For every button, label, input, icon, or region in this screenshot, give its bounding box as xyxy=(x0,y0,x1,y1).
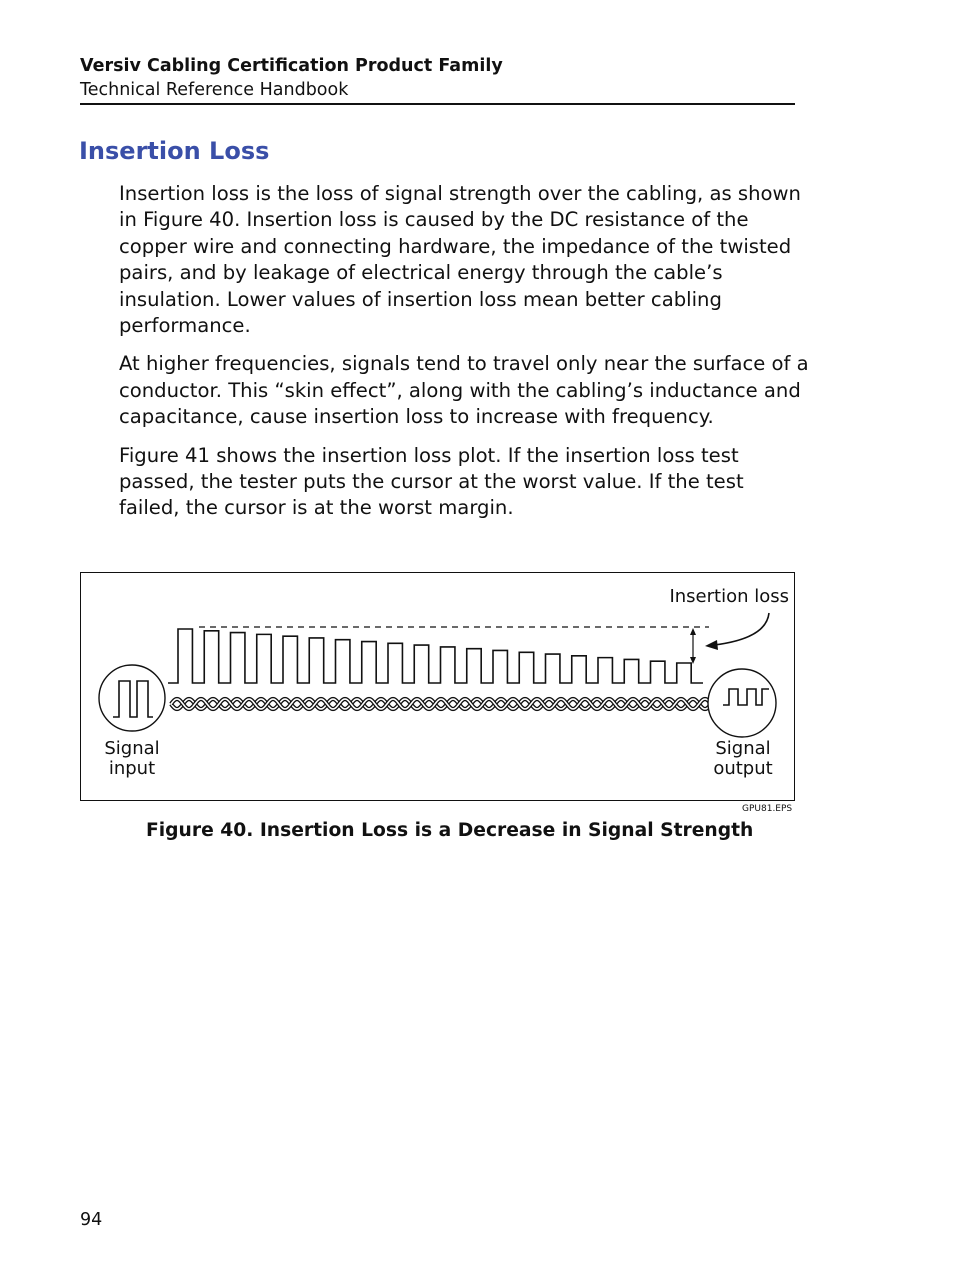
attenuating-signal-wave xyxy=(168,629,703,683)
figure-art-id: GPU81.EPS xyxy=(742,804,793,814)
insertion-loss-diagram xyxy=(81,573,796,802)
signal-input-label: Signal input xyxy=(104,738,160,779)
paragraph-1: Insertion loss is the loss of signal strength over the cabling, as shown in Figure 40. Insertion loss is caused by the DC resistance of the copper wire and connecting hardware, the impedance of the twisted pairs, and by leakage of electrical energy through the cable’s insulation. Lower values of insertion loss mean better cabling performance. xyxy=(119,182,801,338)
running-header xyxy=(80,54,795,102)
signal-input-icon xyxy=(99,665,165,731)
signal-output-label: Signal output xyxy=(713,738,773,779)
insertion-loss-label: Insertion loss xyxy=(669,586,789,607)
twisted-pair-cable xyxy=(171,699,709,709)
page-number: 94 xyxy=(80,1210,103,1230)
figure-40 xyxy=(80,572,795,801)
header-product-title: Versiv Cabling Certification Product Family xyxy=(80,56,503,76)
figure-caption: Figure 40. Insertion Loss is a Decrease in Signal Strength xyxy=(146,820,754,841)
signal-output-icon xyxy=(708,669,776,737)
insertion-loss-arrow xyxy=(690,628,696,664)
header-rule xyxy=(80,103,795,105)
section-body xyxy=(119,181,809,534)
insertion-loss-leader xyxy=(705,613,769,650)
header-handbook-title: Technical Reference Handbook xyxy=(80,80,349,100)
paragraph-2: At higher frequencies, signals tend to travel only near the surface of a conductor. This “skin effect”, along with the cabling’s inductance and capacitance, cause insertion loss to increase with frequency. xyxy=(119,352,809,429)
section-title: Insertion Loss xyxy=(79,137,270,165)
paragraph-3: Figure 41 shows the insertion loss plot. If the insertion loss test passed, the tester puts the cursor at the worst value. If the test failed, the cursor is at the worst margin. xyxy=(119,443,744,520)
